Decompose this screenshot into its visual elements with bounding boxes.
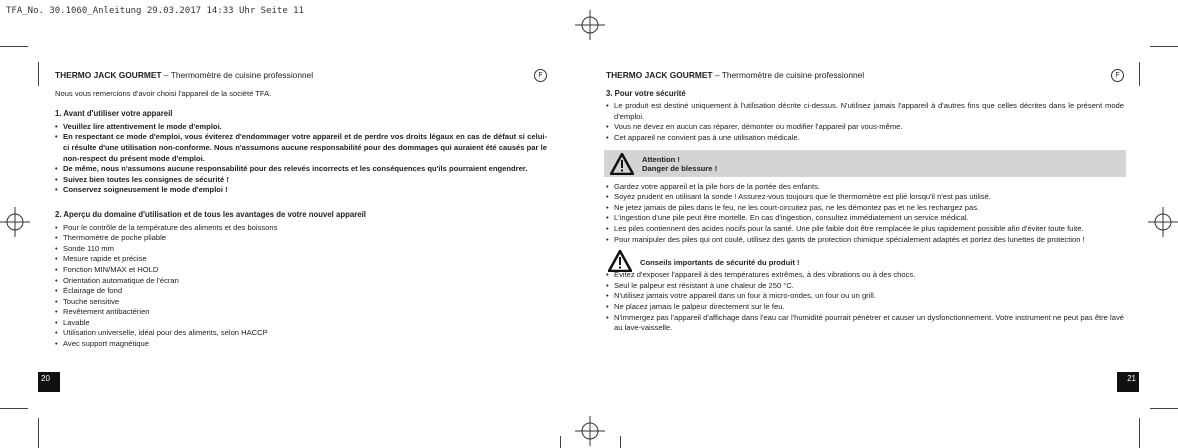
list-item: • Mesure rapide et précise: [55, 254, 547, 265]
list-item: • Ne jetez jamais de piles dans le feu, ne les court-circuitez pas, ne les démontez pas et ne les rechargez pas.: [606, 203, 1124, 214]
warning-banner: [604, 150, 1126, 177]
right-page: [606, 70, 1124, 334]
registration-mark-icon: [575, 416, 605, 446]
list-item: • Conservez soigneusement le mode d'emploi !: [55, 185, 547, 196]
list-item: • Touche sensitive: [55, 297, 547, 308]
page-number: 20: [38, 372, 60, 392]
list-item: • Utilisation universelle, idéal pour des aliments, selon HACCP: [55, 328, 547, 339]
list-item: • En respectant ce mode d'emploi, vous éviterez d'endommager votre appareil et de perdre vos droits légaux en cas de défaut si celui-ci résulte d'une utilisation non-conforme. Nous n'assumons aucune responsabilité pour des dommages qui auraient été causés par le non-respect du présent mode d'emploi.: [55, 132, 547, 164]
list-item: • Thermomètre de poche pliable: [55, 233, 547, 244]
header-subtitle: – Thermomètre de cuisine professionnel: [712, 70, 865, 80]
list-item: • Pour manipuler des piles qui ont coulé, utilisez des gants de protection chimique spécialement adaptés et portez des lunettes de protection !: [606, 235, 1124, 246]
section2-list: [55, 223, 547, 350]
list-item: • Fonction MIN/MAX et HOLD: [55, 265, 547, 276]
warning-title: Attention !: [642, 154, 680, 164]
list-item: • Pour le contrôle de la température des aliments et des boissons: [55, 223, 547, 234]
header-subtitle: – Thermomètre de cuisine professionnel: [161, 70, 314, 80]
product-name: THERMO JACK GOURMET: [606, 70, 713, 80]
list-item: • Évitez d'exposer l'appareil à des températures extrêmes, à des vibrations ou à des chocs.: [606, 270, 1124, 281]
crop-mark: [0, 46, 28, 47]
list-item: • Orientation automatique de l'écran: [55, 276, 547, 287]
left-page: [55, 70, 547, 350]
warning-subtitle: Danger de blessure !: [642, 163, 718, 173]
page-number: 21: [1117, 372, 1139, 392]
list-item: • Les piles contiennent des acides nocifs pour la santé. Une pile faible doit être remplacée le plus rapidement possible afin d'éviter toute fuite.: [606, 224, 1124, 235]
page-header: [55, 70, 547, 81]
crop-mark: [38, 62, 39, 86]
intro-text: Nous vous remercions d'avoir choisi l'appareil de la société TFA.: [55, 88, 272, 98]
list-item: • Cet appareil ne convient pas à une utilisation médicale.: [606, 133, 1124, 144]
product-name: THERMO JACK GOURMET: [55, 70, 162, 80]
crop-mark: [1150, 408, 1178, 409]
list-item: • Gardez votre appareil et la pile hors de la portée des enfants.: [606, 182, 1124, 193]
list-item: • L'ingestion d'une pile peut être mortelle. En cas d'ingestion, consultez immédiatement un service médical.: [606, 213, 1124, 224]
section-title: 2. Aperçu du domaine d'utilisation et de tous les avantages de votre nouvel appareil: [55, 209, 366, 219]
section-title: 3. Pour votre sécurité: [606, 88, 686, 98]
list-item: • Éclairage de fond: [55, 286, 547, 297]
list-item: • N'immergez pas l'appareil d'affichage dans l'eau car l'humidité pourrait pénétrer et causer un dysfonctionnement. Votre instrument ne peut pas être lavé au lave-vaisselle.: [606, 313, 1124, 334]
crop-mark: [620, 436, 621, 448]
crop-mark: [1139, 418, 1140, 448]
list-item: • Sonde 110 mm: [55, 244, 547, 255]
warning-icon: [608, 250, 632, 272]
crop-mark: [560, 436, 561, 448]
language-badge: F: [534, 69, 547, 82]
print-slug: TFA_No. 30.1060_Anleitung 29.03.2017 14:33 Uhr Seite 11: [6, 6, 305, 16]
section-title: 1. Avant d'utiliser votre appareil: [55, 109, 173, 119]
crop-mark: [1150, 46, 1178, 47]
list-item: • Avec support magnétique: [55, 339, 547, 350]
crop-mark: [0, 408, 28, 409]
crop-mark: [1139, 62, 1140, 86]
caution-title: Conseils importants de sécurité du produit !: [640, 258, 800, 268]
list-item: • Suivez bien toutes les consignes de sécurité !: [55, 175, 547, 186]
registration-mark-icon: [1148, 207, 1178, 237]
list-item: • Le produit est destiné uniquement à l'utilisation décrite ci-dessus. N'utilisez jamais l'appareil à d'autres fins que celles décrites dans le présent mode d'emploi.: [606, 101, 1124, 122]
caution-list: [606, 270, 1124, 334]
list-item: • Lavable: [55, 318, 547, 329]
list-item: • Revêtement antibactérien: [55, 307, 547, 318]
list-item: • Seul le palpeur est résistant à une chaleur de 250 °C.: [606, 281, 1124, 292]
list-item: • Veuillez lire attentivement le mode d'emploi.: [55, 122, 547, 133]
list-item: • Vous ne devez en aucun cas réparer, démonter ou modifier l'appareil par vous-même.: [606, 122, 1124, 133]
registration-mark-icon: [0, 207, 30, 237]
section3-list: [606, 101, 1124, 143]
section1-list: [55, 122, 547, 196]
page-header: [606, 70, 1124, 81]
list-item: • Soyez prudent en utilisant la sonde ! Assurez-vous toujours que le thermomètre est plié lorsqu'il n'est pas utilisé.: [606, 192, 1124, 203]
caution-heading: [606, 250, 1124, 270]
warning-list: [606, 182, 1124, 246]
list-item: • Ne placez jamais le palpeur directement sur le feu.: [606, 302, 1124, 313]
crop-mark: [38, 418, 39, 448]
list-item: • De même, nous n'assumons aucune responsabilité pour des relevés incorrects et les conséquences qu'ils pourraient engendrer.: [55, 164, 547, 175]
registration-mark-icon: [575, 10, 605, 40]
warning-icon: [610, 153, 634, 175]
list-item: • N'utilisez jamais votre appareil dans un four à micro-ondes, un four ou un grill.: [606, 291, 1124, 302]
language-badge: F: [1111, 69, 1124, 82]
